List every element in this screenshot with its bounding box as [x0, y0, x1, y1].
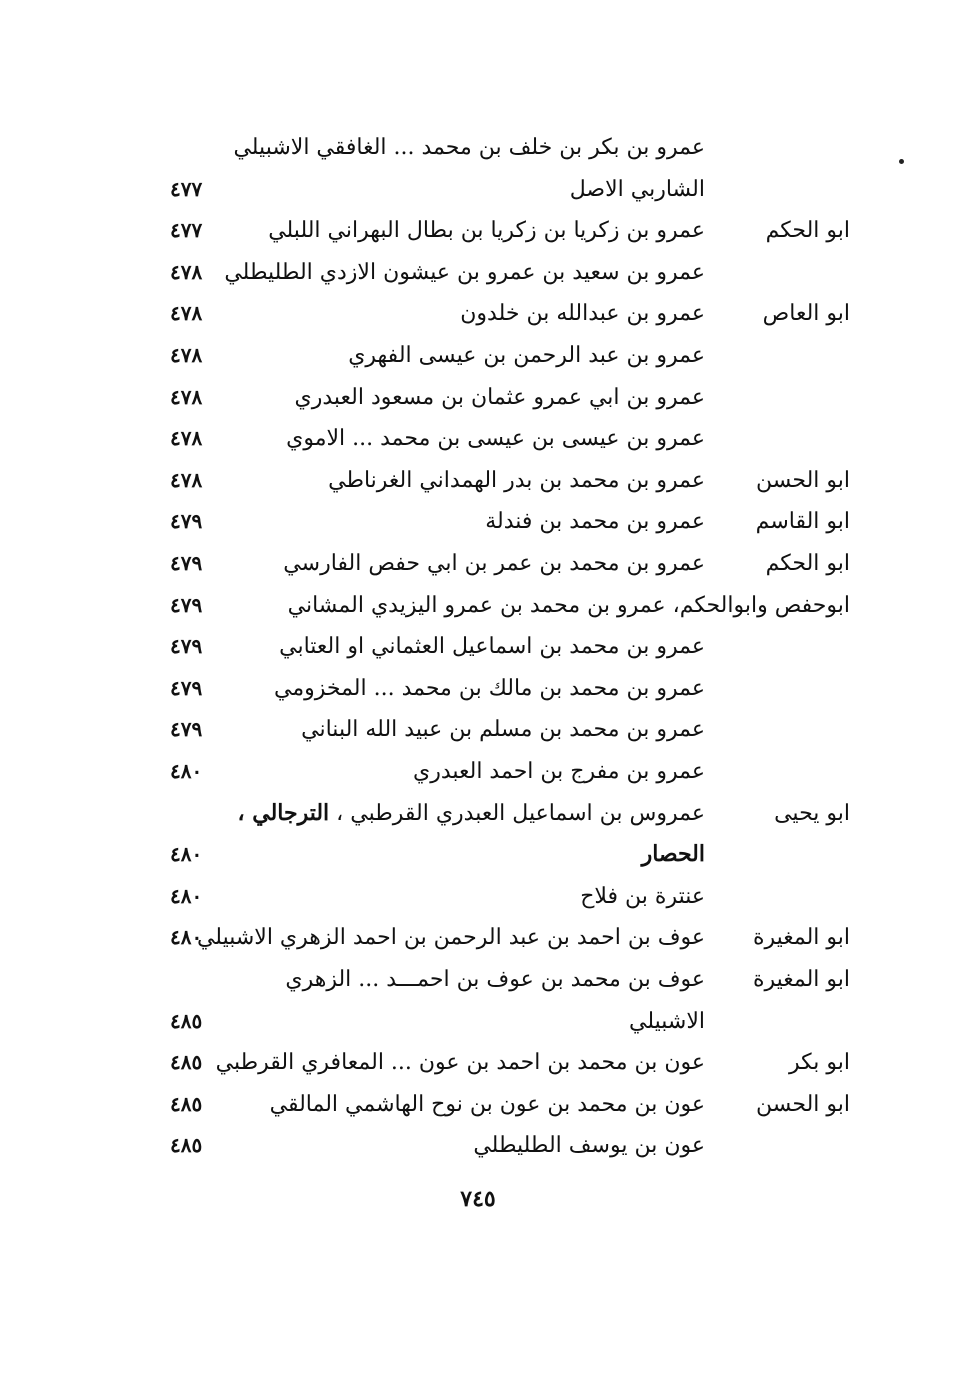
entry-name [270, 1084, 705, 1125]
entry-page-number: ٤٧٩ [170, 551, 203, 575]
entry-name [279, 626, 705, 667]
index-entry [150, 668, 850, 709]
entry-kunya: ابو الحكم [765, 551, 850, 576]
entry-page-number: ٤٧٨ [170, 385, 203, 409]
entry-name [473, 1125, 705, 1166]
entry-name-text: عمرو بن عيسى بن عيسى بن محمد ... الاموي [286, 426, 705, 451]
entry-page-number: ٤٨٥ [170, 1133, 203, 1157]
entry-name [485, 501, 705, 542]
entry-name [328, 460, 705, 501]
entry-name-text: عنترة بن فلاح [580, 884, 705, 909]
index-entry [150, 1001, 850, 1042]
entry-name [629, 1001, 705, 1042]
index-entry [150, 751, 850, 792]
entry-name-text: عمروس بن اسماعيل العبدري القرطبي ، [336, 801, 705, 826]
entry-name [224, 252, 705, 293]
entry-name [570, 169, 705, 210]
index-entry [150, 709, 850, 750]
entry-page-number: ٤٧٨ [170, 301, 203, 325]
entry-name-text: عمرو بن عبدالله بن خلدون [460, 301, 705, 326]
entry-page-number: ٤٧٨ [170, 426, 203, 450]
entry-name [268, 210, 705, 251]
entry-name [580, 876, 705, 917]
entry-name [460, 293, 705, 334]
entry-page-number: ٤٧٨ [170, 260, 203, 284]
entry-name [283, 543, 705, 584]
index-entry [150, 1084, 850, 1125]
index-entry [150, 834, 850, 875]
entry-page-number: ٤٧٩ [170, 593, 203, 617]
entry-name [413, 751, 705, 792]
index-entry [150, 585, 850, 626]
index-entry [150, 1125, 850, 1166]
entry-name [274, 668, 705, 709]
index-entry [150, 959, 850, 1000]
index-entry [150, 460, 850, 501]
entry-name-text: عمرو بن محمد بن بدر الهمداني الغرناطي [328, 468, 705, 493]
entry-page-number: ٤٧٨ [170, 468, 203, 492]
index-entry [150, 335, 850, 376]
entry-page-number: ٤٧٩ [170, 717, 203, 741]
index-entry [150, 1042, 850, 1083]
entry-name [286, 418, 705, 459]
entry-name-text: عمرو بن بكر بن خلف بن محمد ... الغافقي الاشبيلي [233, 135, 705, 160]
entry-kunya: ابو المغيرة [752, 925, 850, 950]
entry-name-text: الشاربي الاصل [569, 177, 705, 202]
entry-name-text: عوف بن احمد بن عبد الرحمن بن احمد الزهري الاشبيلي [196, 925, 705, 950]
entry-name-text: عون بن يوسف الطليطلي [473, 1133, 705, 1158]
entry-kunya: ابو بكر [788, 1050, 850, 1075]
index-entry [150, 418, 850, 459]
entry-page-number: ٤٧٩ [170, 676, 203, 700]
index-entry [150, 293, 850, 334]
entry-name [233, 127, 705, 168]
entry-kunya: ابو يحيى [774, 801, 850, 826]
index-entry [150, 793, 850, 834]
entry-name-text: ابوحفص وابوالحكم، عمرو بن محمد بن عمرو اليزيدي المشاني [287, 593, 850, 618]
entry-name-text: عمرو بن عبد الرحمن بن عيسى الفهري [348, 343, 705, 368]
entry-page-number: ٤٧٧ [170, 177, 203, 201]
index-entry [150, 543, 850, 584]
index-entry [150, 210, 850, 251]
entry-kunya: ابو المغيرة [752, 967, 850, 992]
entry-page-number: ٤٨٠ [170, 759, 203, 783]
entry-kunya: ابو العاص [762, 301, 850, 326]
page-number: ٧٤٥ [460, 1186, 496, 1212]
entry-name [237, 793, 705, 834]
entry-name-text: عون بن محمد بن عون بن نوح الهاشمي المالقي [269, 1092, 705, 1117]
entry-name-bold: الترجالي ، [237, 800, 330, 826]
entry-kunya: ابو الحكم [765, 218, 850, 243]
entry-name-text: عون بن محمد بن احمد بن عون ... المعافري القرطبي [215, 1050, 705, 1075]
entry-name [285, 959, 705, 1000]
entry-name-text: عمرو بن محمد بن فندلة [485, 509, 705, 534]
entry-name-text: عمرو بن سعيد بن عمرو بن عيشون الازدي الطليطلي [224, 260, 705, 285]
entry-name-text: عمرو بن محمد بن مالك بن محمد ... المخزومي [274, 676, 705, 701]
entry-name-bold: الحصار [641, 841, 705, 867]
index-entry [150, 626, 850, 667]
entry-page-number: ٤٨٥ [170, 1009, 203, 1033]
entry-name-text: عوف بن محمد بن عوف بن احمـــد ... الزهري [285, 967, 705, 992]
entry-name-text: عمرو بن محمد بن مسلم بن عبيد الله البناني [301, 717, 705, 742]
entry-name-text: عمرو بن محمد بن عمر بن ابي حفص الفارسي [283, 551, 705, 576]
index-entry [150, 252, 850, 293]
entry-page-number: ٤٧٧ [170, 218, 203, 242]
entry-page-number: ٤٧٨ [170, 343, 203, 367]
entry-kunya: ابو الحسن [756, 1092, 850, 1117]
entry-kunya: ابو القاسم [755, 509, 850, 534]
entry-name [295, 377, 705, 418]
entry-name [288, 585, 850, 626]
index-entry [150, 169, 850, 210]
entry-page-number: ٤٨٠ [170, 842, 203, 866]
entry-name-text: الاشبيلي [629, 1009, 705, 1034]
entry-name-text: عمرو بن مفرج بن احمد العبدري [412, 759, 705, 784]
entry-name [197, 917, 705, 958]
entry-name [301, 709, 705, 750]
entry-page-number: ٤٨٥ [170, 1092, 203, 1116]
entry-kunya: ابو الحسن [756, 468, 850, 493]
stray-dot [899, 159, 904, 164]
entry-name-text: عمرو بن محمد بن اسماعيل العثماني او العتابي [279, 634, 705, 659]
entry-page-number: ٤٧٩ [170, 634, 203, 658]
index-entry [150, 377, 850, 418]
entry-page-number: ٤٨٥ [170, 1050, 203, 1074]
index-entry [150, 127, 850, 168]
entry-name [348, 335, 705, 376]
index-entry [150, 876, 850, 917]
entry-name [642, 834, 705, 875]
entry-name-text: عمرو بن زكريا بن زكريا بن بطال البهراني اللبلي [268, 218, 705, 243]
entry-name [216, 1042, 705, 1083]
entry-page-number: ٤٨٠ [170, 884, 203, 908]
index-entry [150, 501, 850, 542]
entry-name-text: عمرو بن ابي عمرو عثمان بن مسعود العبدري [294, 385, 705, 410]
index-entry [150, 917, 850, 958]
entry-page-number: ٤٧٩ [170, 509, 203, 533]
entry-page-number: ٤٨٠ [170, 925, 203, 949]
